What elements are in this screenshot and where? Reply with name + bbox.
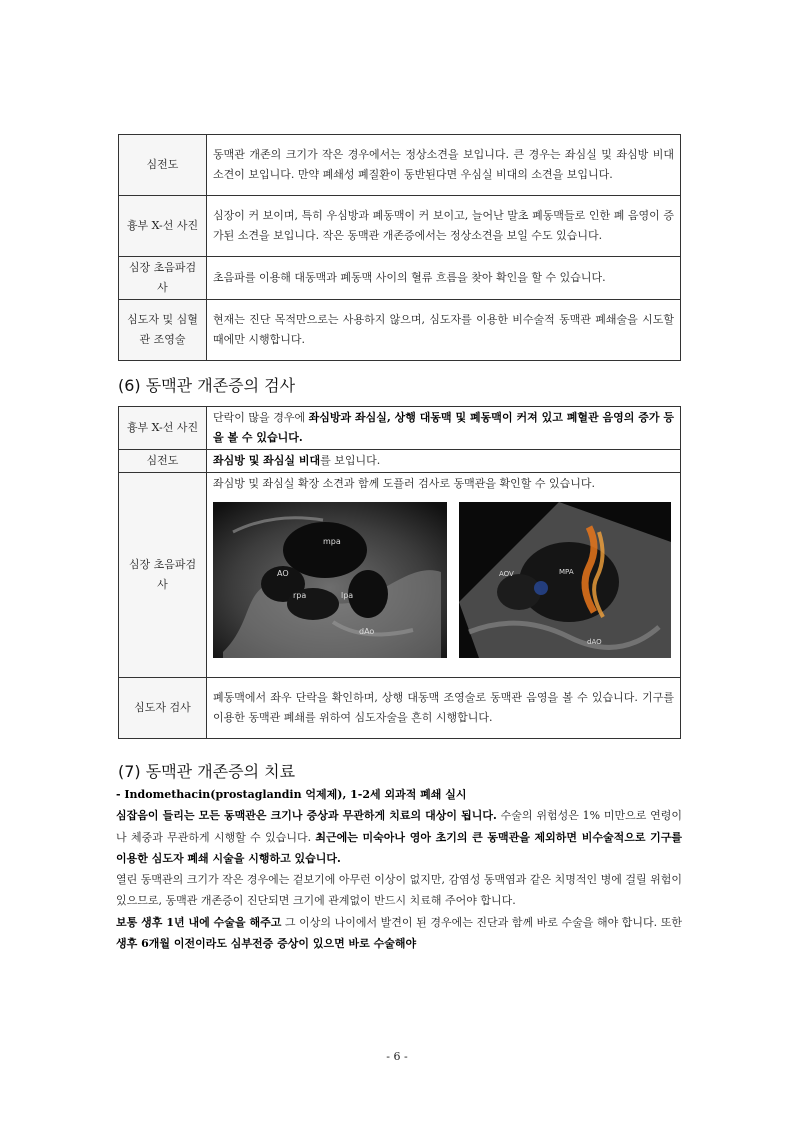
paragraph (116, 912, 682, 955)
row-content (207, 407, 681, 450)
echo-text: 좌심방 및 좌심실 확장 소견과 함께 도플러 검사로 동맥관을 확인할 수 있습니다. (213, 477, 595, 490)
table-row (119, 196, 681, 257)
row-header: 심전도 (119, 450, 207, 473)
page-number: - 6 - (386, 1050, 408, 1063)
table-row (119, 678, 681, 739)
row-content (207, 450, 681, 473)
row-content: 폐동맥에서 좌우 단락을 확인하며, 상행 대동맥 조영술로 동맥관 음영을 볼 수 있습니다. 기구를 이용한 동맥관 폐쇄를 위하여 심도자술을 흔히 시행합니다. (207, 678, 681, 739)
label-rpa: rpa (293, 591, 307, 600)
label-lpa: lpa (341, 591, 354, 600)
label-mpa: mpa (323, 537, 341, 546)
row-content: 초음파를 이용해 대동맥과 폐동맥 사이의 혈류 흐름을 찾아 확인을 할 수 있습니다. (207, 257, 681, 300)
row-header: 심도자 및 심혈관 조영술 (119, 300, 207, 361)
table-row (119, 473, 681, 678)
table-row (119, 300, 681, 361)
section-6-title: (6) 동맥관 개존증의 검사 (118, 376, 296, 395)
row-header: 흉부 X-선 사진 (119, 196, 207, 257)
bold-text: 최근에는 미숙아나 영아 초기의 큰 동맥관을 제외하면 비수술적으로 기구를 이용한 심도자 폐쇄 시술을 시행하고 있습니다. (116, 830, 682, 865)
bold-text: 심잡음이 들리는 모든 동맥관은 크기나 증상과 무관하게 치료의 대상이 됩니다. (116, 809, 497, 823)
row-content: 심장이 커 보이며, 특히 우심방과 폐동맥이 커 보이고, 늘어난 말초 폐동맥들로 인한 폐 음영이 증가된 소견을 보입니다. 작은 동맥관 개존증에서는 정상소견을 보일 수도 있습니다. (207, 196, 681, 257)
section-7-body (116, 784, 682, 954)
label-ao: AO (277, 569, 289, 578)
row-header: 심장 초음파검사 (119, 473, 207, 678)
row-content: 동맥관 개존의 크기가 작은 경우에서는 정상소견을 보입니다. 큰 경우는 좌심실 및 좌심방 비대 소견이 보입니다. 만약 폐쇄성 폐질환이 동반된다면 우심실 비대의 소견을 보입니다. (207, 135, 681, 196)
paragraph: 열린 동맥관의 크기가 작은 경우에는 겉보기에 아무런 이상이 없지만, 감염성 동맥염과 같은 치명적인 병에 걸릴 위험이 있으므로, 동맥관 개존증이 진단되면 크기에 관계없이 반드시 치료해 주어야 합니다. (116, 873, 682, 908)
row-header: 심전도 (119, 135, 207, 196)
row-content: 현재는 진단 목적만으로는 사용하지 않으며, 심도자를 이용한 비수술적 동맥관 폐쇄술을 시도할 때에만 시행합니다. (207, 300, 681, 361)
bold-text: 보통 생후 1년 내에 수술을 해주고 (116, 915, 282, 929)
section-7-title: (7) 동맥관 개존증의 치료 (118, 762, 296, 781)
echocardiogram-image-2 (459, 502, 671, 658)
paragraph (116, 805, 682, 869)
label-aov: AOV (499, 570, 514, 578)
text: 그 이상의 나이에서 발견이 된 경우에는 진단과 함께 바로 수술을 해야 합니다. 또한 (281, 915, 682, 929)
echo-images (213, 502, 674, 658)
echocardiogram-image-1 (213, 502, 447, 658)
treatment-drug-line: - Indomethacin(prostaglandin 억제제), 1-2세 외과적 폐쇄 실시 (116, 788, 467, 801)
row-content (207, 473, 681, 678)
label-mpa-2: MPA (559, 568, 574, 576)
diagnosis-table-1 (118, 134, 681, 361)
table-row (119, 135, 681, 196)
label-dao-2: dAO (587, 638, 602, 646)
row-header: 심도자 검사 (119, 678, 207, 739)
text: 수술의 위험성은 1% 미만으로 연령이나 체중과 무관하게 시행할 수 있습니다. (116, 809, 683, 844)
ecg-text: 를 보입니다. (320, 454, 381, 467)
xray-text: 단락이 많을 경우에 (213, 411, 309, 424)
xray-bold-text: 좌심방과 좌심실, 상행 대동맥 및 폐동맥이 커져 있고 폐혈관 음영의 증가 등을 볼 수 있습니다. (213, 411, 675, 444)
row-header: 심장 초음파검사 (119, 257, 207, 300)
bold-text: 생후 6개월 이전이라도 심부전증 증상이 있으면 바로 수술해야 (116, 937, 417, 951)
ecg-bold-text: 좌심방 및 좌심실 비대 (213, 454, 321, 467)
label-dao: dAo (359, 627, 375, 636)
table-row (119, 407, 681, 450)
row-header: 흉부 X-선 사진 (119, 407, 207, 450)
table-row (119, 450, 681, 473)
table-row (119, 257, 681, 300)
diagnosis-table-2 (118, 406, 681, 739)
